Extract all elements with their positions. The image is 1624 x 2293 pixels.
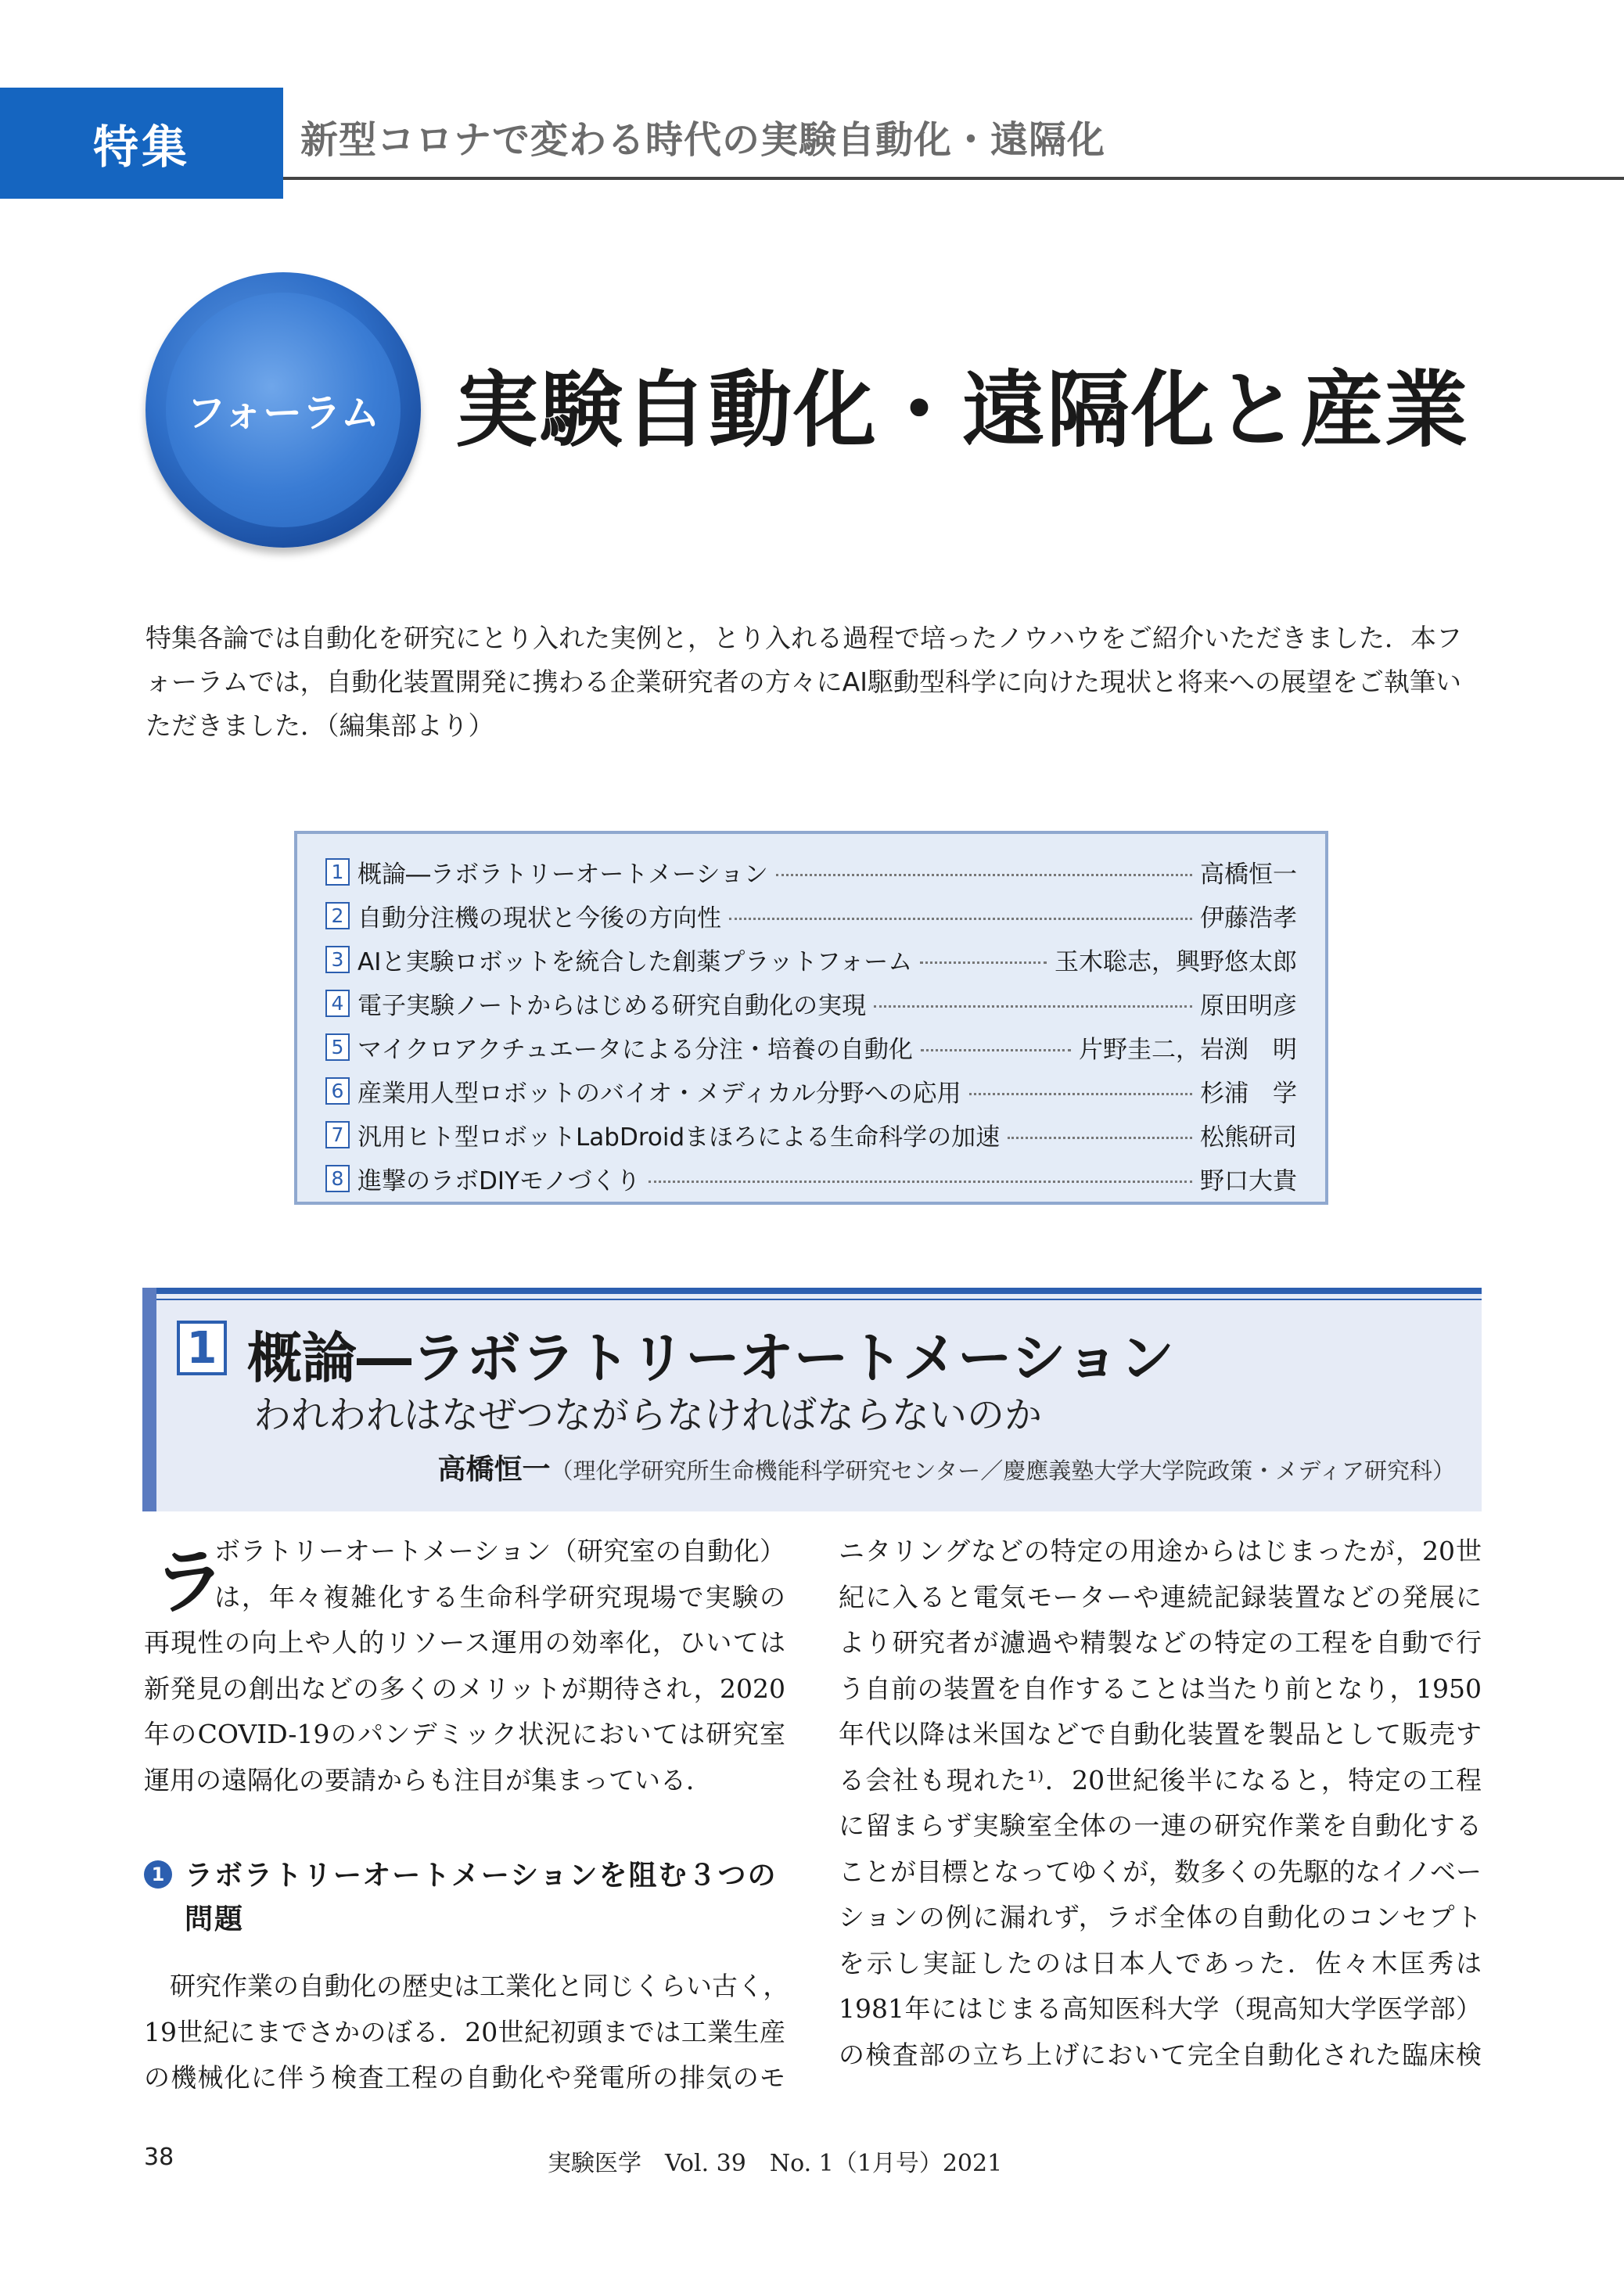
- body-line: は，年々複雑化する生命科学研究現場で実験の: [214, 1581, 785, 1612]
- toc-item-title: 電子実験ノートからはじめる研究自動化の実現: [357, 991, 867, 1020]
- body-line: 年のCOVID-19のパンデミック状況においては研究室: [144, 1719, 785, 1749]
- page-title: 実験自動化・遠隔化と産業: [455, 362, 1469, 458]
- header-rule: [283, 177, 1624, 180]
- journal-citation: 実験医学 Vol. 39 No. 1（1月号）2021: [548, 2150, 1003, 2177]
- toc-item: [325, 1117, 1297, 1152]
- section-byline: [313, 1447, 1455, 1487]
- table-of-contents: [294, 831, 1328, 1205]
- section-subtitle: われわれはなぜつながらなければならないのか: [253, 1393, 1043, 1437]
- body-line: 1981年にはじまる高知医科大学（現高知大学医学部）: [839, 1993, 1482, 2024]
- subsection-title: ラボラトリーオートメーションを阻む３つの問題: [185, 1860, 778, 1935]
- intro-text: 特集各論では自動化を研究にとり入れた実例と，とり入れる過程で培ったノウハウをご紹介いただきました．本フォーラムでは，自動化装置開発に携わる企業研究者の方々にAI駆動型科学に向けた現状と将来への展望をご執筆いただきました．（編集部より）: [146, 623, 1462, 741]
- body-line: う自前の装置を自作することは当たり前となり，1950: [839, 1673, 1482, 1704]
- header-label: 特集: [92, 120, 190, 174]
- toc-leader-dots: [649, 1181, 1192, 1183]
- toc-item-author: 高橋恒一: [1200, 860, 1297, 889]
- toc-item-title: マイクロアクチュエータによる分注・培養の自動化: [357, 1035, 913, 1064]
- body-line: 紀に入ると電気モーターや連続記録装置などの発展に: [839, 1581, 1482, 1612]
- body-line: る会社も現れた¹⁾．20世紀後半になると，特定の工程: [839, 1764, 1482, 1795]
- toc-item: [325, 898, 1297, 933]
- section-number: 1: [177, 1321, 227, 1375]
- body-line: に留まらず実験室全体の一連の研究作業を自動化する: [839, 1810, 1482, 1841]
- forum-badge: [146, 272, 421, 548]
- toc-item-author: 杉浦 学: [1200, 1079, 1297, 1108]
- forum-badge-inner: [166, 293, 401, 527]
- section-title: 概論―ラボラトリーオートメーション: [247, 1326, 1175, 1390]
- toc-item: [325, 1073, 1297, 1108]
- body-line: 19世紀にまでさかのぼる．20世紀初頭までは工業生産: [144, 2016, 785, 2047]
- body-line: より研究者が濾過や精製などの特定の工程を自動で行: [839, 1627, 1482, 1658]
- body-column-right: [839, 1529, 1482, 2078]
- toc-item-number: 5: [325, 1033, 350, 1061]
- body-line: 研究作業の自動化の歴史は工業化と同じくらい古く，: [170, 1971, 789, 2001]
- toc-leader-dots: [920, 961, 1047, 964]
- toc-item-author: 野口大貴: [1200, 1166, 1297, 1195]
- toc-item: [325, 942, 1297, 976]
- body-line: 年代以降は米国などで自動化装置を製品として販売す: [839, 1719, 1482, 1749]
- toc-item: [325, 1030, 1297, 1064]
- toc-item-title: 概論―ラボラトリーオートメーション: [357, 860, 768, 889]
- toc-item-author: 原田明彦: [1200, 991, 1297, 1020]
- subsection-number: 1: [144, 1860, 172, 1889]
- page-number: 38: [144, 2144, 174, 2171]
- toc-item-author: 玉木聡志，興野悠太郎: [1055, 947, 1297, 976]
- author-name: 高橋恒一: [437, 1454, 551, 1486]
- drop-cap: ラ: [153, 1540, 226, 1624]
- toc-item-number: 2: [325, 902, 350, 929]
- body-line: 運用の遠隔化の要請からも注目が集まっている．: [144, 1764, 712, 1795]
- header-title: 新型コロナで変わる時代の実験自動化・遠隔化: [300, 118, 1106, 162]
- body-line: 再現性の向上や人的リソース運用の効率化，ひいては: [144, 1627, 785, 1658]
- toc-item-number: 4: [325, 990, 350, 1017]
- toc-item-number: 6: [325, 1077, 350, 1105]
- toc-item-title: 進撃のラボDIYモノづくり: [357, 1166, 641, 1195]
- body-line: の機械化に伴う検査工程の自動化や発電所の排気のモ: [144, 2062, 785, 2093]
- toc-item-number: 1: [325, 858, 350, 886]
- section-header-rule: [142, 1288, 1482, 1294]
- body-line: の検査部の立ち上げにおいて完全自動化された臨床検: [839, 2039, 1482, 2070]
- body-line: 新発見の創出などの多くのメリットが期待され，2020: [144, 1673, 785, 1704]
- toc-item-title: 汎用ヒト型ロボットLabDroidまほろによる生命科学の加速: [357, 1123, 1001, 1152]
- toc-leader-dots: [969, 1093, 1192, 1095]
- body-column-left-continued: [144, 1964, 789, 2101]
- section-header-rule-thin: [142, 1299, 1482, 1300]
- toc-item-number: 3: [325, 946, 350, 973]
- toc-item-number: 7: [325, 1121, 350, 1148]
- toc-item: [325, 854, 1297, 889]
- toc-item-author: 松熊研司: [1200, 1123, 1297, 1152]
- toc-item-title: 自動分注機の現状と今後の方向性: [357, 904, 721, 933]
- author-affiliation: （理化学研究所生命機能科学研究センター／慶應義塾大学大学院政策・メディア研究科）: [550, 1457, 1455, 1484]
- body-line: ションの例に漏れず，ラボ全体の自動化のコンセプト: [839, 1902, 1482, 1932]
- toc-leader-dots: [921, 1049, 1071, 1051]
- toc-leader-dots: [729, 918, 1192, 920]
- body-line: を示し実証したのは日本人であった．佐々木匡秀は: [839, 1947, 1482, 1979]
- toc-item-title: 産業用人型ロボットのバイオ・メディカル分野への応用: [357, 1079, 961, 1108]
- body-line: ことが目標となってゆくが，数多くの先駆的なイノベー: [839, 1856, 1482, 1887]
- body-column-left: [144, 1529, 785, 1803]
- body-line: ボラトリーオートメーション（研究室の自動化）: [214, 1536, 785, 1566]
- body-line: ニタリングなどの特定の用途からはじまったが，20世: [839, 1536, 1482, 1566]
- toc-leader-dots: [776, 874, 1192, 876]
- toc-item-author: 伊藤浩孝: [1200, 904, 1297, 933]
- forum-badge-label: フォーラム: [186, 390, 380, 436]
- toc-item: [325, 986, 1297, 1020]
- toc-item-title: AIと実験ロボットを統合した創薬プラットフォーム: [357, 947, 913, 976]
- section-header-sidebar: [142, 1288, 156, 1511]
- toc-leader-dots: [874, 1005, 1192, 1008]
- toc-item: [325, 1161, 1297, 1195]
- toc-item-author: 片野圭二，岩渕 明: [1079, 1035, 1297, 1064]
- toc-leader-dots: [1008, 1137, 1192, 1139]
- toc-item-number: 8: [325, 1165, 350, 1192]
